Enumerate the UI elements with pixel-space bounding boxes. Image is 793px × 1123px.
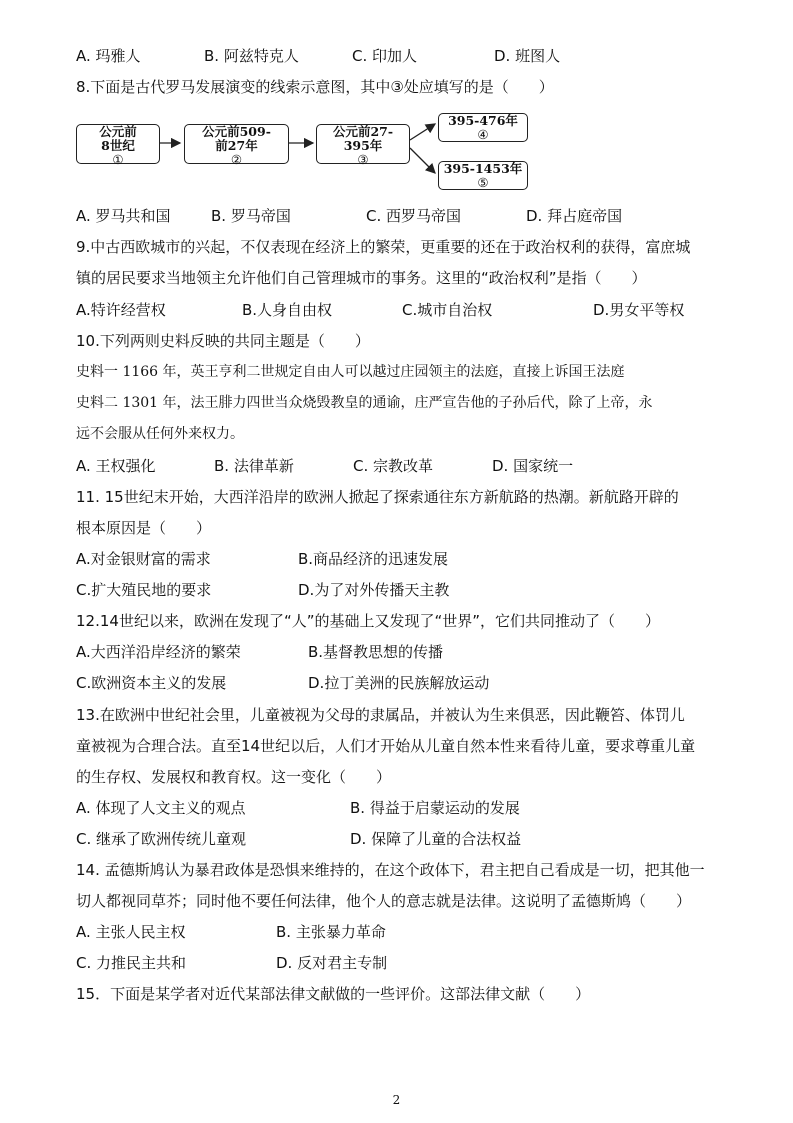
q14-option-a: A. 主张人民主权: [76, 923, 186, 941]
q13-stem-line-3: 的生存权、发展权和教育权。这一变化（ ）: [76, 768, 392, 786]
q14-option-d: D. 反对君主专制: [276, 954, 388, 972]
q14-stem-line-1: 14. 孟德斯鸠认为暴君政体是恐惧来维持的，在这个政体下，君主把自己看成是一切，把其他一: [76, 861, 705, 879]
q8-option-a: A. 罗马共和国: [76, 207, 171, 225]
q9-option-b: B.人身自由权: [242, 301, 333, 319]
timeline-box-4: 395-476年 ④: [438, 113, 528, 142]
q11-option-a: A.对金银财富的需求: [76, 550, 211, 568]
timeline-box-2: 公元前509- 前27年 ②: [184, 124, 289, 164]
q9-option-d: D.男女平等权: [593, 301, 685, 319]
q10-option-a: A. 王权强化: [76, 457, 156, 475]
q14-stem-line-2: 切人都视同草芥；同时他不要任何法律，他个人的意志就是法律。这说明了孟德斯鸠（ ）: [76, 892, 692, 910]
q9-option-c: C.城市自治权: [402, 301, 493, 319]
q12-option-b: B.基督教思想的传播: [308, 643, 444, 661]
q11-option-b: B.商品经济的迅速发展: [298, 550, 449, 568]
q13-option-c: C. 继承了欧洲传统儿童观: [76, 830, 247, 848]
arrow-3-5: [410, 148, 435, 173]
q10-option-d: D. 国家统一: [492, 457, 574, 475]
q10-option-b: B. 法律革新: [214, 457, 294, 475]
q12-option-d: D.拉丁美洲的民族解放运动: [308, 674, 490, 692]
q14-option-c: C. 力推民主共和: [76, 954, 187, 972]
q13-stem-line-1: 13.在欧洲中世纪社会里，儿童被视为父母的隶属品，并被认为生来俱恶，因此鞭笞、体罚儿: [76, 706, 685, 724]
q9-option-a: A.特许经营权: [76, 301, 166, 319]
timeline-box-5: 395-1453年 ⑤: [438, 161, 528, 190]
q10-source-line-1: 史料一 1166 年，英王亨利二世规定自由人可以越过庄园领主的法庭，直接上诉国王法庭: [76, 364, 625, 380]
q11-stem-line-1: 11. 15世纪末开始，大西洋沿岸的欧洲人掀起了探索通往东方新航路的热潮。新航路开辟的: [76, 488, 679, 506]
q13-stem-line-2: 童被视为合理合法。直至14世纪以后，人们才开始从儿童自然本性来看待儿童，要求尊重儿童: [76, 737, 696, 755]
page-number: 2: [392, 1093, 401, 1107]
q7-option-a: A. 玛雅人: [76, 47, 141, 65]
q12-option-c: C.欧洲资本主义的发展: [76, 674, 227, 692]
q10-stem: 10.下列两则史料反映的共同主题是（ ）: [76, 332, 370, 350]
timeline-box-3: 公元前27- 395年 ③: [316, 124, 410, 164]
q8-stem: 8.下面是古代罗马发展演变的线索示意图，其中③处应填写的是（ ）: [76, 78, 554, 96]
q11-option-d: D.为了对外传播天主教: [298, 581, 450, 599]
q9-stem-line-1: 9.中古西欧城市的兴起，不仅表现在经济上的繁荣，更重要的还在于政治权利的获得，富庶城: [76, 238, 691, 256]
timeline-box-1: 公元前 8世纪 ①: [76, 124, 160, 164]
q8-option-c: C. 西罗马帝国: [366, 207, 462, 225]
q13-option-a: A. 体现了人文主义的观点: [76, 799, 246, 817]
q11-stem-line-2: 根本原因是（ ）: [76, 519, 212, 537]
q12-option-a: A.大西洋沿岸经济的繁荣: [76, 643, 241, 661]
q11-option-c: C.扩大殖民地的要求: [76, 581, 212, 599]
q13-option-d: D. 保障了儿童的合法权益: [350, 830, 522, 848]
q7-option-c: C. 印加人: [352, 47, 418, 65]
q9-stem-line-2: 镇的居民要求当地领主允许他们自己管理城市的事务。这里的“政治权利”是指（ ）: [76, 269, 647, 287]
q12-stem: 12.14世纪以来，欧洲在发现了“人”的基础上又发现了“世界”，它们共同推动了（ ）: [76, 612, 661, 630]
q8-option-b: B. 罗马帝国: [211, 207, 291, 225]
q10-source-line-3: 远不会服从任何外来权力。: [76, 426, 244, 442]
q7-option-b: B. 阿兹特克人: [204, 47, 299, 65]
q15-stem: 15．下面是某学者对近代某部法律文献做的一些评价。这部法律文献（ ）: [76, 985, 591, 1003]
q7-option-d: D. 班图人: [494, 47, 561, 65]
arrow-3-4: [410, 124, 435, 140]
q13-option-b: B. 得益于启蒙运动的发展: [350, 799, 520, 817]
q10-source-line-2: 史料二 1301 年，法王腓力四世当众烧毁教皇的通谕，庄严宣告他的子孙后代，除了上帝，永: [76, 395, 653, 411]
rome-timeline-diagram: [76, 110, 536, 192]
q10-option-c: C. 宗教改革: [353, 457, 434, 475]
q14-option-b: B. 主张暴力革命: [276, 923, 386, 941]
q8-option-d: D. 拜占庭帝国: [526, 207, 623, 225]
